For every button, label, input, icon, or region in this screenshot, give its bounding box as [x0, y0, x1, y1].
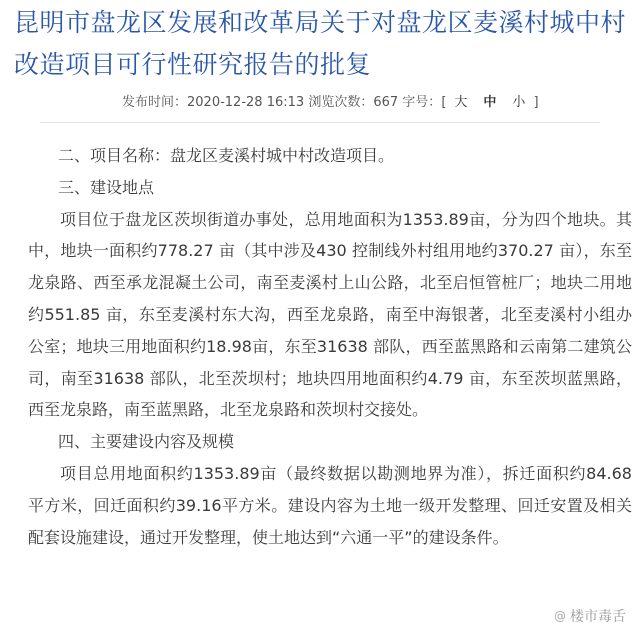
publish-time: 2020-12-28 16:13 — [187, 95, 305, 110]
watermark — [554, 606, 626, 626]
font-size-small-link[interactable]: 小 — [512, 95, 526, 110]
view-count: 667 — [373, 95, 399, 110]
publish-time-label: 发布时间： — [122, 95, 188, 110]
article-title: 昆明市盘龙区发展和改革局关于对盘龙区麦溪村城中村改造项目可行性研究报告的批复 — [14, 8, 627, 79]
font-size-medium-link[interactable]: 中 — [483, 95, 497, 110]
article-meta — [122, 94, 539, 112]
content-heading: 四、主要建设内容及规模 — [58, 432, 235, 452]
font-size-open-bracket: [ — [441, 95, 447, 110]
font-size-large-link[interactable]: 大 — [454, 95, 468, 110]
font-size-label: 字号： — [402, 95, 442, 110]
project-name-line: 二、项目名称：盘龙区麦溪村城中村改造项目。 — [58, 146, 395, 165]
location-paragraph: 项目位于盘龙区茨坝街道办事处，总用地面积为1353.89亩，分为四个地块。其中，地块一面积约778.27 亩（其中涉及430 控制线外村组用地约370.27 亩），东至龙泉路、西至承龙混凝土公司，南至麦溪村上山公路，北至启恒管桩厂；地块二用地约551.85 亩，东至麦溪村东大沟，西至龙泉路，南至中海银著，北至麦溪村小组办公室；地块三用地面积约18.98亩，东至31638 部队，西至蓝黑路和云南第二建筑公司，南至31638 部队，北至茨坝村；地块四用地面积约4.79 亩，东至茨坝蓝黑路，西至龙泉路，南至蓝黑路，北至龙泉路和茨坝村交接处。 — [28, 209, 632, 420]
article-body — [28, 140, 632, 553]
meta-divider — [40, 122, 600, 123]
content-paragraph: 项目总用地面积约1353.89亩（最终数据以勘测地界为准），拆迁面积约84.68 平方米，回迁面积约39.16平方米。建设内容为土地一级开发整理、回迁安置及相关配套设施建设，通过开发整理，使土地达到“六通一平”的建设条件。 — [28, 463, 632, 547]
location-heading: 三、建设地点 — [58, 177, 155, 197]
watermark-text: 楼市毒舌 — [570, 609, 626, 625]
views-label: 浏览次数： — [308, 95, 374, 110]
weibo-at-icon: @ — [554, 609, 566, 623]
font-size-close-bracket: ] — [533, 95, 539, 110]
